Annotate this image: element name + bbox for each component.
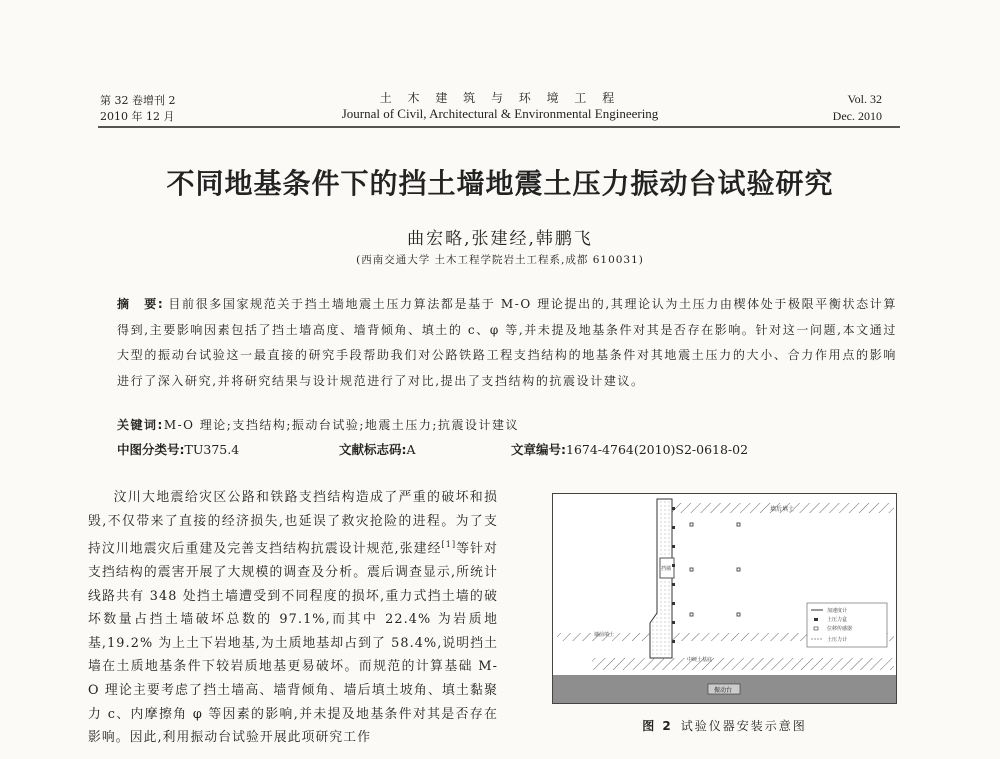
accelerometer	[690, 568, 693, 571]
clc-number	[117, 440, 239, 458]
legend-item-earth-pressure: 土压力计	[827, 637, 848, 643]
figure-caption	[552, 717, 897, 734]
figure-2	[552, 493, 897, 704]
document-code	[339, 440, 416, 458]
body-paragraph-part1: 汶川大地震给灾区公路和铁路支挡结构造成了严重的破坏和损毁,不仅带来了直接的经济损失,也延误了救灾抢险的进程。为了支持汶川地震灾后重建及完善支挡结构抗震设计规范,张建经	[88, 490, 498, 557]
header-volume-cn: 第 32 卷增刊 2	[100, 94, 176, 107]
keywords-text: M-O 理论;支挡结构;振动台试验;地震土压力;抗震设计建议	[163, 418, 519, 432]
legend-item-displacement: 位移传感器	[827, 626, 853, 632]
accelerometer	[690, 613, 693, 616]
body-text	[88, 486, 498, 750]
pressure-cell	[672, 583, 675, 586]
legend-symbol-pressure-cell	[814, 618, 818, 621]
figure-2-diagram	[552, 493, 897, 704]
pressure-cell	[672, 621, 675, 624]
pressure-cell	[672, 564, 675, 567]
header-volume-en: Vol. 32	[847, 92, 882, 106]
header-volume-info-en	[833, 91, 882, 125]
accelerometer	[737, 568, 740, 571]
legend-symbol-displacement	[814, 627, 818, 630]
article-number-label: 文章编号:	[511, 442, 566, 457]
doc-label: 文献标志码:	[339, 442, 407, 457]
legend-item-accelerometer: 加速度计	[827, 608, 848, 614]
figure-number: 图 2	[642, 719, 673, 733]
accelerometer	[737, 523, 740, 526]
article-authors: 曲宏略,张建经,韩鹏飞	[407, 229, 593, 249]
clc-label: 中图分类号:	[117, 442, 185, 457]
keywords	[117, 416, 897, 433]
pressure-cell	[672, 602, 675, 605]
article-title: 不同地基条件下的挡土墙地震土压力振动台试验研究	[166, 167, 834, 200]
abstract-text: 目前很多国家规范关于挡土墙地震土压力算法都是基于 M-O 理论提出的,其理论认为土压力由楔体处于极限平衡状态计算得到,主要影响因素包括了挡土墙高度、墙背倾角、填土的 c、φ 等,并未提及地基条件对其是否存在影响。针对这一问题,本文通过大型的振动台试验这一最直接的研究手段帮助我们对公路铁路工程支挡结构的地基条件对其地震土压力的大小、合力作用点的影响进行了深入研究,并将研究结果与设计规范进行了对比,提出了支挡结构的抗震设计建议。	[117, 297, 898, 388]
article-number	[511, 440, 748, 458]
header-date-cn: 2010 年 12 月	[100, 110, 175, 123]
header-date-en: Dec. 2010	[832, 109, 882, 123]
article-affiliation: (西南交通大学 土木工程学院岩土工程系,成都 610031)	[356, 254, 644, 266]
journal-name-en: Journal of Civil, Architectural & Environmental Engineering	[341, 106, 659, 121]
keywords-label: 关键词:	[117, 418, 164, 432]
figure-caption-text: 试验仪器安装示意图	[680, 719, 807, 733]
article-number-value: 1674-4764(2010)S2-0618-02	[566, 442, 749, 457]
label-wall: 挡墙	[661, 566, 672, 572]
body-paragraph-part2: 等针对支挡结构的震害开展了大规模的调查及分析。震后调查显示,所统计线路共有 348 处挡土墙遭受到不同程度的损坏,重力式挡土墙的破坏数量占挡土墙破坏总数的 97.1%,而其中 22.4% 为岩质地基,19.2% 为上土下岩地基,为土质地基却占到了 58.4%,说明挡土墙在土质地基条件下较岩质地基更易破坏。而规范的计算基础 M-O 理论主要考虑了挡土墙高、墙背倾角、墙后填土坡角、填土黏聚力 c、内摩擦角 φ 等因素的影响,并未提及地基条件对其是否存在影响。因此,利用振动台试验开展此项研究工作	[88, 541, 498, 746]
accelerometer	[690, 523, 693, 526]
legend-item-pressure-cell: 土压力盒	[827, 617, 848, 623]
header-rule	[98, 126, 900, 128]
doc-value: A	[406, 442, 416, 457]
pressure-cell	[672, 545, 675, 548]
pressure-cell	[672, 507, 675, 510]
header-journal-name	[290, 89, 710, 122]
accelerometer	[737, 613, 740, 616]
label-table: 振动台	[714, 687, 733, 694]
figure-legend	[807, 603, 887, 647]
model-box	[553, 494, 897, 704]
citation-ref: [1]	[441, 540, 457, 550]
abstract-label: 摘 要:	[117, 297, 165, 311]
abstract	[117, 292, 897, 394]
clc-value: TU375.4	[184, 442, 240, 457]
journal-name-cn: 土 木 建 筑 与 环 境 工 程	[379, 91, 621, 105]
label-backfill-bottom: 墙前填土	[594, 632, 615, 638]
label-foundation: 中硬土基底	[687, 657, 713, 663]
header-volume-info	[100, 93, 176, 125]
foundation-hatch	[592, 658, 894, 670]
pressure-cell	[672, 526, 675, 529]
label-backfill-top: 墙后填土	[770, 506, 795, 513]
